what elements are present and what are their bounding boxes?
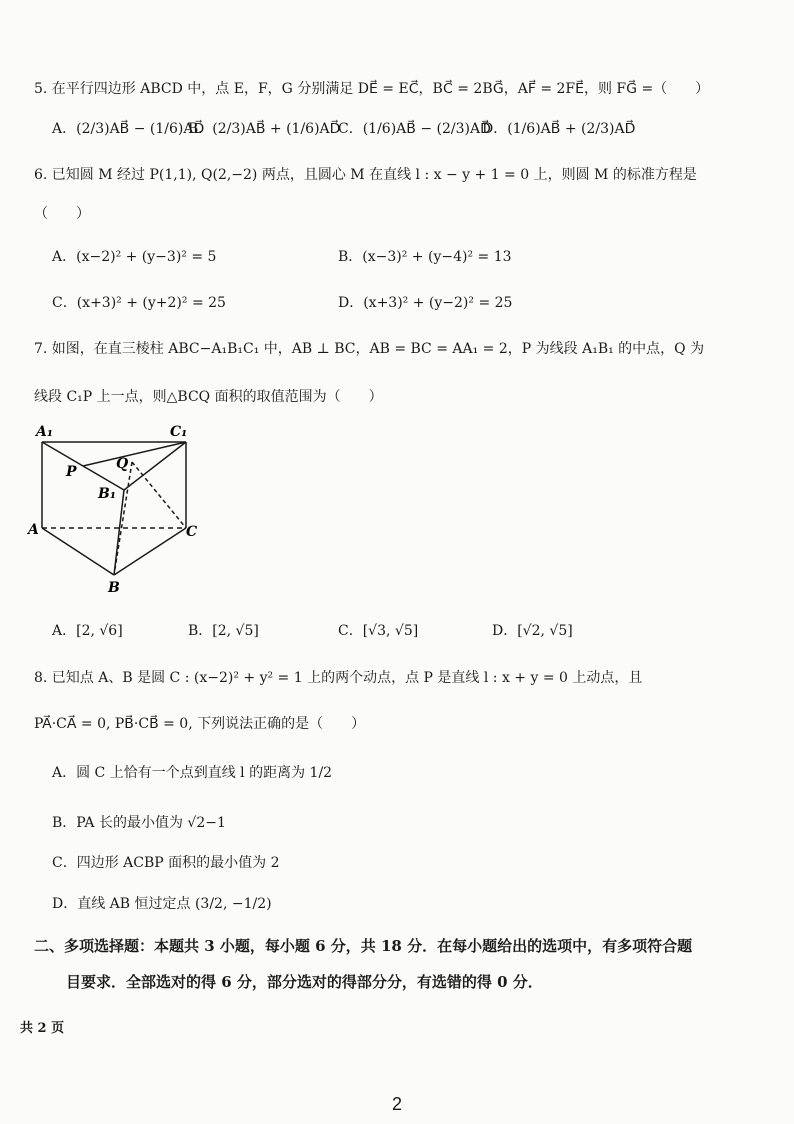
q6-option-c: C．(x+3)² + (y+2)² = 25 <box>52 295 226 311</box>
q5-option-d: D．(1/6)AB⃗ + (2/3)AD⃗ <box>482 121 636 137</box>
q5-option-b: B．(2/3)AB⃗ + (1/6)AD⃗ <box>188 121 341 137</box>
segment-qc <box>132 462 186 528</box>
label-q: Q <box>116 456 129 472</box>
q8-option-a: A．圆 C 上恰有一个点到直线 l 的距离为 1/2 <box>52 765 333 781</box>
q7-stem-line2: 线段 C₁P 上一点，则△BCQ 面积的取值范围为（ ） <box>34 389 383 405</box>
q6-stem: 6. 已知圆 M 经过 P(1,1), Q(2,−2) 两点，且圆心 M 在直线 l : x − y + 1 = 0 上，则圆 M 的标准方程是 <box>34 167 697 183</box>
q8-option-d: D．直线 AB 恒过定点 (3/2, −1/2) <box>52 896 272 912</box>
q7-option-d: D．[√2, √5] <box>492 623 573 639</box>
q8-stem-line2: PA⃗·CA⃗ = 0, PB⃗·CB⃗ = 0, 下列说法正确的是（ ） <box>34 716 366 732</box>
q8-option-c: C．四边形 ACBP 面积的最小值为 2 <box>52 855 280 871</box>
label-c1: C₁ <box>170 424 188 440</box>
q6-option-d: D．(x+3)² + (y−2)² = 25 <box>338 295 513 311</box>
q5-option-c: C．(1/6)AB⃗ − (2/3)AD⃗ <box>338 121 491 137</box>
edge-ab <box>42 528 114 575</box>
label-a: A <box>28 522 39 538</box>
page-count-footer: 共 2 页 <box>20 1021 65 1036</box>
label-a1: A₁ <box>36 424 53 440</box>
q5-option-a: A．(2/3)AB⃗ − (1/6)AD⃗ <box>52 121 205 137</box>
label-b1: B₁ <box>98 486 116 502</box>
q7-stem: 7. 如图，在直三棱柱 ABC−A₁B₁C₁ 中，AB ⊥ BC，AB = BC = AA₁ = 2，P 为线段 A₁B₁ 的中点，Q 为 <box>34 341 705 357</box>
q5-stem: 5. 在平行四边形 ABCD 中，点 E，F，G 分别满足 DE⃗ = EC⃗，BC⃗ = 2BG⃗，AF⃗ = 2FE⃗，则 FG⃗ =（ ） <box>34 81 710 97</box>
label-c: C <box>186 524 198 540</box>
q7-option-b: B．[2, √5] <box>188 623 259 639</box>
q6-option-b: B．(x−3)² + (y−4)² = 13 <box>338 249 512 265</box>
section2-line2: 目要求．全部选对的得 6 分，部分选对的得部分分，有选错的得 0 分． <box>66 973 543 991</box>
edge-bc <box>114 528 186 575</box>
label-b: B <box>108 580 120 596</box>
label-p: P <box>66 464 77 480</box>
q7-option-a: A．[2, √6] <box>52 623 123 639</box>
section2-line1: 二、多项选择题：本题共 3 小题，每小题 6 分，共 18 分．在每小题给出的选项中，有多项符合题 <box>34 937 693 955</box>
q6-stem-paren: （ ） <box>34 206 90 222</box>
page-number: 2 <box>392 1094 403 1114</box>
prism-figure <box>20 420 210 600</box>
q6-option-a: A．(x−2)² + (y−3)² = 5 <box>52 249 217 265</box>
q8-stem: 8. 已知点 A、B 是圆 C : (x−2)² + y² = 1 上的两个动点，点 P 是直线 l : x + y = 0 上动点，且 <box>34 670 643 686</box>
q8-option-b: B．PA 长的最小值为 √2−1 <box>52 815 226 831</box>
q7-option-c: C．[√3, √5] <box>338 623 419 639</box>
